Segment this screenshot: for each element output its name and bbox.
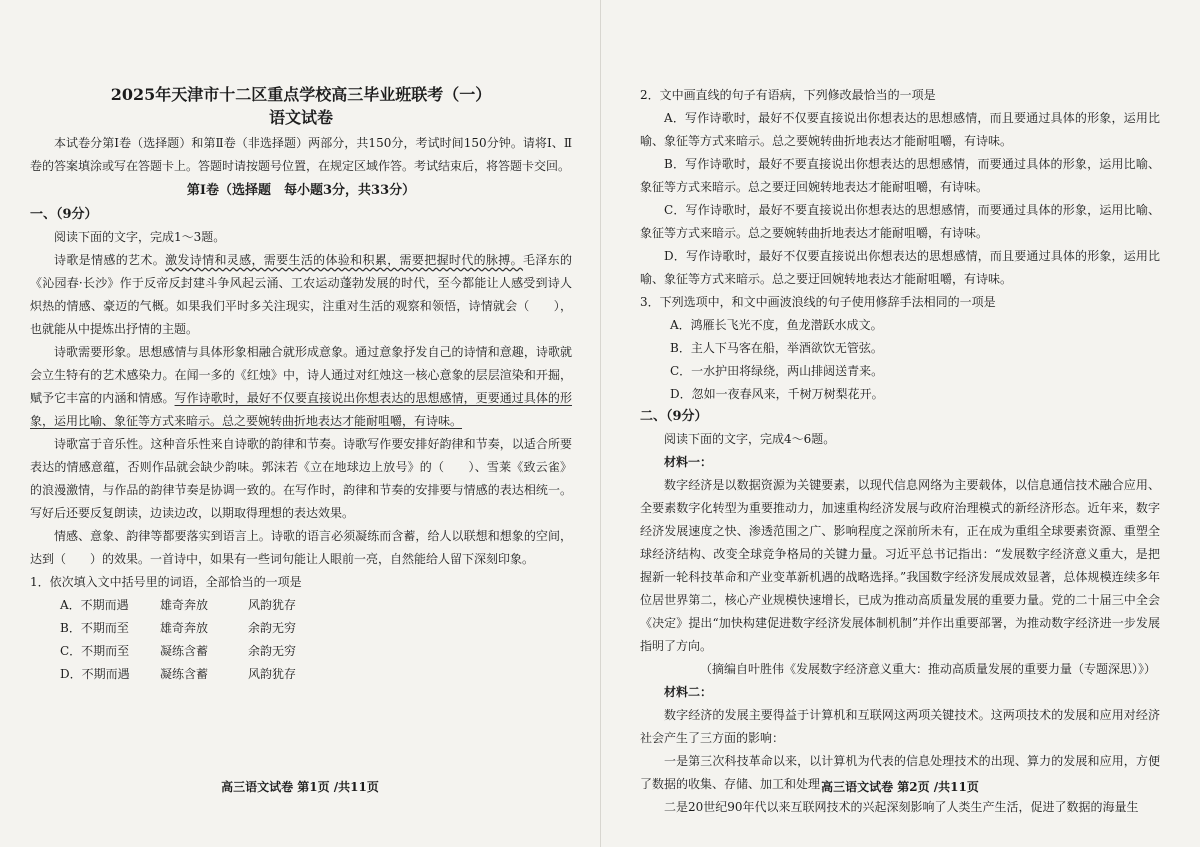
material-1-label: 材料一： (664, 455, 713, 469)
question-1: 1．依次填入文中括号里的词语，全部恰当的一项是 (30, 575, 302, 589)
question-3-option-a: A．鸿雁长飞光不度，鱼龙潜跃水成文。 (670, 318, 883, 332)
option-cell: C．不期而至 (60, 644, 130, 658)
straight-underlined-sentence: 写作诗歌时，最好不仅要直接说出你想表达的思想感情，更要通过具体的形象，运用比喻、象征等方式来暗示。总之要婉转曲折地表达才能耐咀嚼，有诗味。 (30, 391, 572, 428)
page-2-footer: 高三语文试卷 第2页 /共11页 (821, 780, 979, 794)
page-1-footer: 高三语文试卷 第1页 /共11页 (221, 780, 379, 794)
option-cell: 雄奇奔放 (160, 621, 209, 635)
passage-paragraph-4: 情感、意象、韵律等都要落实到语言上。诗歌的语言必须凝练而含蓄，给人以联想和想象的空间，达到（ ）的效果。一首诗中，如果有一些词句能让人眼前一亮，自然能给人留下深刻印象。 (30, 529, 572, 566)
part-1-instruction: 阅读下面的文字，完成1～3题。 (54, 230, 226, 244)
wavy-underlined-sentence: 激发诗情和灵感，需要生活的体验和积累，需要把握时代的脉搏。 (165, 253, 523, 267)
exam-instructions: 本试卷分第Ⅰ卷（选择题）和第Ⅱ卷（非选择题）两部分，共150分，考试时间150分钟。请将Ⅰ、Ⅱ卷的答案填涂或写在答题卡上。答题时请按题号位置，在规定区域作答。考试结束后，将答题卡交回。 (30, 136, 572, 173)
part-2-instruction: 阅读下面的文字，完成4～6题。 (664, 432, 836, 446)
page-2 (600, 0, 1200, 847)
option-cell: 余韵无穷 (248, 621, 297, 635)
question-3-option-d: D．忽如一夜春风来，千树万树梨花开。 (670, 387, 884, 401)
passage-text: 诗歌是情感的艺术。 (54, 253, 166, 267)
passage-text: 毛泽东的《沁园春·长沙》作于反帝反封建斗争风起云涌、工农运动蓬勃发展的时代，至今都能让人感受到诗人炽热的情感、豪迈的气概。如果我们平时多关注现实，注重对生活的观察和领悟，诗情就会（ ），也就能从中提炼出抒情的主题。 (30, 253, 572, 336)
question-1-option-a (30, 594, 572, 617)
section-title: 第Ⅰ卷（选择题 每小题3分，共33分） (186, 183, 416, 198)
question-2-option-a: A．写作诗歌时，最好不仅要直接说出你想表达的思想感情，而且要通过具体的形象，运用比喻、象征等方式来暗示。总之要婉转曲折地表达才能耐咀嚼，有诗味。 (640, 111, 1160, 148)
option-cell: 凝练含蓄 (160, 667, 209, 681)
option-cell: D．不期而遇 (60, 667, 130, 681)
option-cell: A．不期而遇 (60, 598, 129, 612)
option-cell: 风韵犹存 (248, 598, 297, 612)
option-cell: 风韵犹存 (248, 667, 297, 681)
question-3: 3．下列选项中，和文中画波浪线的句子使用修辞手法相同的一项是 (640, 295, 996, 309)
question-3-option-c: C．一水护田将绿绕，两山排闼送青来。 (670, 364, 884, 378)
material-2-item-2: 二是20世纪90年代以来互联网技术的兴起深刻影响了人类生产生活，促进了数据的海量生 (664, 800, 1139, 814)
passage-paragraph-3: 诗歌富于音乐性。这种音乐性来自诗歌的韵律和节奏。诗歌写作要安排好韵律和节奏，以适合所要表达的情感意蕴，否则作品就会缺少韵味。郭沫若《立在地球边上放号》的（ ）、雪莱《致云雀》的浪漫激情，与作品的韵律节奏是协调一致的。在写作时，韵律和节奏的安排要与情感的表达相统一。写好后还要反复朗读，边读边改，以期取得理想的表达效果。 (30, 437, 572, 520)
part-2-heading: 二、（9分） (640, 409, 708, 424)
question-1-option-c (30, 640, 572, 663)
passage-text: 诗歌需要形象。思想感情与具体形象相融合就形成意象。通过意象抒发自己的诗情和意趣，诗歌就会立生特有的艺术感染力。在闻一多的《红烛》中，诗人通过对红烛这一核心意象的层层渲染和开掘，赋予它丰富的内涵和情感。 (30, 345, 572, 405)
material-2-label: 材料二： (664, 685, 713, 699)
question-2: 2．文中画直线的句子有语病，下列修改最恰当的一项是 (640, 88, 936, 102)
question-2-option-d: D．写作诗歌时，最好不仅要直接说出你想表达的思想感情，而且要通过具体的形象，运用比喻、象征等方式来暗示。总之要迂回婉转地表达才能耐咀嚼，有诗味。 (640, 249, 1160, 286)
exam-title: 2025年天津市十二区重点学校高三毕业班联考（一） (110, 85, 492, 104)
question-2-option-c: C．写作诗歌时，最好不要直接说出你想表达的思想感情，而要通过具体的形象，运用比喻、象征等方式来暗示。总之要婉转曲折地表达才能耐咀嚼，有诗味。 (640, 203, 1160, 240)
option-cell: 凝练含蓄 (160, 644, 209, 658)
exam-subtitle: 语文试卷 (268, 108, 333, 127)
part-1-heading: 一、（9分） (30, 207, 98, 222)
option-cell: 雄奇奔放 (160, 598, 209, 612)
question-1-option-d (30, 663, 572, 686)
question-2-option-b: B．写作诗歌时，最好不要直接说出你想表达的思想感情，而要通过具体的形象，运用比喻、象征等方式来暗示。总之要迂回婉转地表达才能耐咀嚼，有诗味。 (640, 157, 1160, 194)
passage-paragraph-2 (30, 341, 572, 433)
question-3-option-b: B．主人下马客在船，举酒欲饮无管弦。 (670, 341, 883, 355)
question-1-option-b (30, 617, 572, 640)
material-1-source: （摘编自叶胜伟《发展数字经济意义重大：推动高质量发展的重要力量（专题深思）》） (699, 662, 1156, 676)
option-cell: 余韵无穷 (248, 644, 297, 658)
passage-paragraph-1 (30, 249, 572, 341)
material-2-text: 数字经济的发展主要得益于计算机和互联网这两项关键技术。这两项技术的发展和应用对经济社会产生了三方面的影响： (640, 708, 1160, 745)
material-1-text: 数字经济是以数据资源为关键要素，以现代信息网络为主要载体，以信息通信技术融合应用、全要素数字化转型为重要推动力，加速重构经济发展与政府治理模式的新经济形态。近年来，数字经济发展速度之快、渗透范围之广、影响程度之深前所未有，正在成为重组全球要素资源、重塑全球经济结构、改变全球竞争格局的关键力量。习近平总书记指出：“发展数字经济意义重大，是把握新一轮科技革命和产业变革新机遇的战略选择。”我国数字经济发展成效显著，总体规模连续多年位居世界第二，核心产业规模快速增长，已成为推动高质量发展的重要力量。党的二十届三中全会《决定》提出“加快构建促进数字经济发展体制机制”并作出重要部署，为推动数字经济进一步发展指明了方向。 (640, 478, 1160, 653)
material-2-item-1: 一是第三次科技革命以来，以计算机为代表的信息处理技术的出现、算力的发展和应用，方便了数据的收集、存储、加工和处理； (640, 754, 1160, 791)
option-cell: B．不期而至 (60, 621, 129, 635)
